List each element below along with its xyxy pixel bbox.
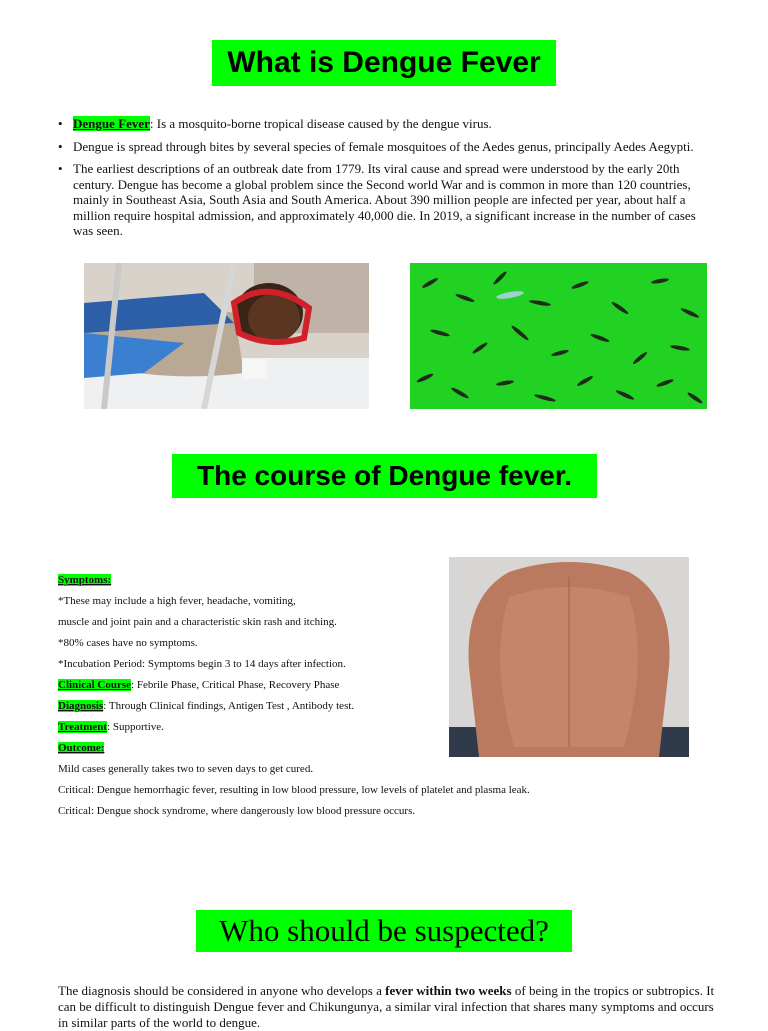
symptoms-line: *Incubation Period: Symptoms begin 3 to 14 days after infection.: [58, 658, 346, 670]
outcome-heading-row: [58, 738, 658, 759]
section-title-course-of-dengue: The course of Dengue fever.: [172, 454, 597, 498]
symptoms-line: *80% cases have no symptoms.: [58, 637, 198, 649]
hospital-child-illustration: [84, 263, 369, 409]
course-details: [58, 570, 658, 822]
diagnosis-text: : Through Clinical findings, Antigen Test , Antibody test.: [103, 700, 355, 712]
symptoms-line: muscle and joint pain and a characteristic skin rash and itching.: [58, 616, 337, 628]
bullet-text: Dengue is spread through bites by several species of female mosquitoes of the Aedes genus, principally Aedes Aegypti.: [73, 138, 694, 154]
diagnosis-label: Diagnosis: [58, 700, 104, 712]
symptoms-heading-row: [58, 570, 658, 591]
bullet-text: : Is a mosquito-borne tropical disease caused by the dengue virus.: [149, 116, 492, 131]
hospital-child-photo: [84, 263, 369, 409]
paragraph-text: of being in the tropics or subtropics. It can be difficult to distinguish Dengue fever and Chikungunya, a similar viral infection that shares many symptoms and occurs in similar parts of the world to dengue.: [58, 983, 715, 1030]
section-title-who-should-be-suspected: Who should be suspected?: [196, 910, 572, 952]
diagnosis-row: [58, 696, 658, 717]
paragraph-text: The diagnosis should be considered in anyone who develops a: [58, 983, 386, 998]
paragraph-bold-text: fever within two weeks: [385, 983, 512, 998]
treatment-text: : Supportive.: [107, 721, 164, 733]
list-item: [56, 116, 716, 132]
outcome-line: Critical: Dengue shock syndrome, where dangerously low blood pressure occurs.: [58, 805, 416, 817]
clinical-course-label: Clinical Course: [58, 679, 132, 691]
list-item: [56, 139, 716, 155]
mosquitoes-illustration: [410, 263, 707, 409]
treatment-row: [58, 717, 658, 738]
outcome-line: Critical: Dengue hemorrhagic fever, resulting in low blood pressure, low levels of platelet and plasma leak.: [58, 784, 530, 796]
outcome-label: Outcome:: [58, 742, 105, 754]
section-title-what-is-dengue: What is Dengue Fever: [212, 40, 556, 86]
symptoms-line: *These may include a high fever, headache, vomiting,: [58, 595, 296, 607]
symptoms-label: Symptoms:: [58, 574, 112, 586]
dengue-facts-list: [56, 116, 716, 246]
clinical-course-text: : Febrile Phase, Critical Phase, Recovery Phase: [131, 679, 340, 691]
outcome-line: Mild cases generally takes two to seven days to get cured.: [58, 763, 314, 775]
dengue-fever-term: Dengue Fever: [73, 116, 150, 131]
bullet-text: The earliest descriptions of an outbreak date from 1779. Its viral cause and spread were understood by the early 20th century. Dengue has become a global problem since the Second world War and is common in more than 120 countries, mainly in Southeast Asia, South Asia and South America. About 390 million people are infected per year, about half a million require hospital admission, and approximately 40,000 die. In 2019, a significant increase in the number of cases was seen.: [73, 161, 696, 238]
treatment-label: Treatment: [58, 721, 108, 733]
clinical-course-row: [58, 675, 658, 696]
list-item: [56, 161, 716, 239]
mosquitoes-photo: [410, 263, 707, 409]
